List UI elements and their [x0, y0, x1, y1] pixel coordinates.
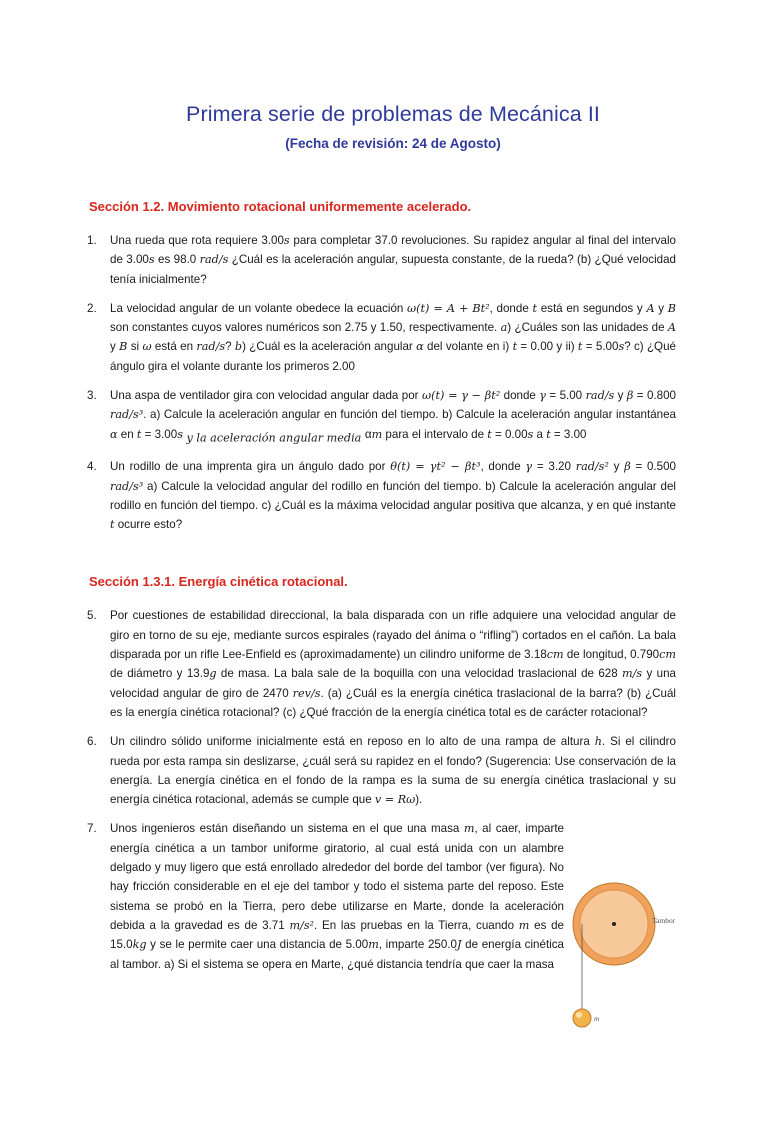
mass-label: m	[594, 1014, 600, 1023]
problem-number: 2.	[87, 301, 97, 315]
problem-list	[87, 231, 677, 534]
drum-figure	[571, 882, 691, 1032]
hanging-mass	[573, 1009, 591, 1027]
drum-diagram	[571, 882, 691, 1032]
problem-6: 6. Un cilindro sólido uniforme inicialmente está en reposo en lo alto de una rampa de altura h. Si el cilindro rueda por esta rampa sin deslizarse, ¿cuál será su rapidez en el fondo? (Sugerencia: Use conservación de la energía. La energía cinética en el fondo de la rampa es la suma de su energía cinética traslacional y su energía cinética rotacional, además se cumple que v = Rω).	[110, 732, 676, 809]
problem-number: 3.	[87, 389, 97, 403]
problem-5: 5. Por cuestiones de estabilidad direccional, la bala disparada con un rifle adquiere una velocidad angular de giro en torno de su eje, mediante surcos espirales (rayado del ánima o “rifling”) cortados en el cañón. La bala disparada por un rifle Lee-Enfield es (aproximadamente) un cilindro uniforme de 3.18cm de longitud, 0.790cm de diámetro y 13.9g de masa. La bala sale de la boquilla con una velocidad traslacional de 628 m/s y una velocidad angular de giro de 2470 rev/s. (a) ¿Cuál es la energía cinética traslacional de la barra? (b) ¿Cuál es la energía cinética rotacional? (c) ¿Qué fracción de la energía cinética total es de carácter rotacional?	[110, 606, 676, 722]
drum-label: Tambor	[652, 916, 676, 925]
problem-number: 4.	[87, 460, 97, 474]
revision-date: (Fecha de revisión: 24 de Agosto)	[285, 136, 501, 151]
problem-1: 1. Una rueda que rota requiere 3.00s para completar 37.0 revoluciones. Su rapidez angular al final del intervalo de 3.00s es 98.0 rad/s ¿Cuál es la aceleración angular, supuesta constante, de la rueda? (b) ¿Qué velocidad tenía inicialmente?	[110, 231, 676, 289]
drum-axle	[612, 922, 616, 926]
page-title: Primera serie de problemas de Mecánica II	[186, 102, 600, 126]
problem-number: 5.	[87, 609, 97, 623]
document-page	[0, 102, 768, 1126]
section-title: Sección 1.2. Movimiento rotacional uniformemente acelerado.	[89, 199, 472, 214]
problem-4: 4. Un rodillo de una imprenta gira un ángulo dado por θ(t) = γt² − βt³, donde γ = 3.20 rad/s² y β = 0.500 rad/s³ a) Calcule la velocidad angular del rodillo en función del tiempo. b) Calcule la aceleración angular del rodillo en función del tiempo. c) ¿Cuál es la máxima velocidad angular positiva que alcanza, y en qué instante t ocurre esto?	[110, 457, 676, 534]
problem-3: 3. Una aspa de ventilador gira con velocidad angular dada por ω(t) = γ − βt² donde γ = 5.00 rad/s y β = 0.800 rad/s³. a) Calcule la aceleración angular en función del tiempo. b) Calcule la aceleración angular instantánea α en t = 3.00s $_{y la aceleración angular media}$ αm para el intervalo de t = 0.00s a t = 3.00	[110, 386, 676, 447]
problem-number: 6.	[87, 735, 97, 749]
problem-number: 7.	[87, 822, 97, 836]
problem-2: 2. La velocidad angular de un volante obedece la ecuación ω(t) = A + Bt², donde t está en segundos y A y B son constantes cuyos valores numéricos son 2.75 y 1.50, respectivamente. a) ¿Cuáles son las unidades de A y B si ω está en rad/s? b) ¿Cuál es la aceleración angular α del volante en i) t = 0.00 y ii) t = 5.00s? c) ¿Qué ángulo gira el volante durante los primeros 2.00	[110, 299, 676, 376]
problem-7: 7. Unos ingenieros están diseñando un sistema en el que una masa m, al caer, imparte energía cinética a un tambor uniforme giratorio, al cual está unida con un alambre delgado y muy ligero que está enrollado alrededor del borde del tambor (ver figura). No hay fricción considerable en el eje del tambor y todo el sistema parte del reposo. Este sistema se probó en la Tierra, pero debe utilizarse en Marte, donde la aceleración debida a la gravedad es de 3.71 m/s². En las pruebas en la Tierra, cuando m es de 15.0kg y se le permite caer una distancia de 5.00m, imparte 250.0J de energía cinética al tambor. a) Si el sistema se opera en Marte, ¿qué distancia tendría que caer la masa	[110, 819, 564, 973]
problem-number: 1.	[87, 234, 97, 247]
section-title: Sección 1.3.1. Energía cinética rotacional.	[89, 574, 348, 590]
